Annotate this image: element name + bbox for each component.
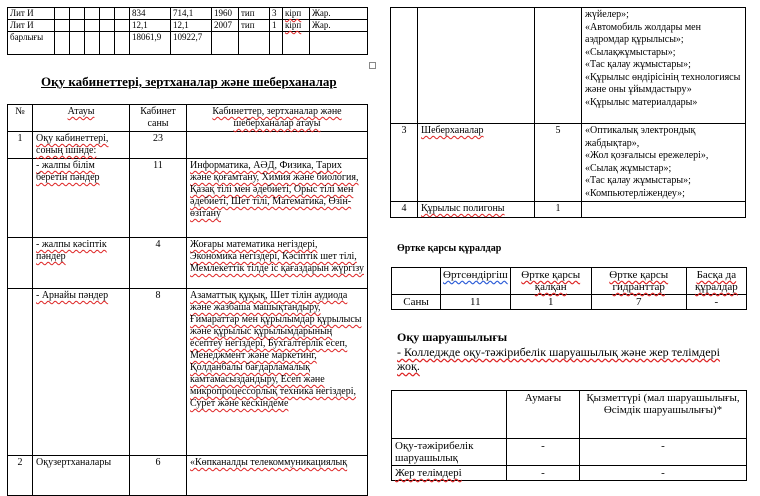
cell-name-text: Оқу кабинеттері, соның ішінде: (36, 133, 109, 156)
cell (70, 20, 85, 32)
cell-names-text: «Көпканалды телекоммуникациялық (190, 457, 348, 468)
cell-room: 1 (535, 202, 582, 218)
cell-names (187, 456, 368, 496)
farm-note-text: - Колледжде оқу-тәжірибелік шаруашылық және жер телімдері жоқ. (397, 345, 720, 373)
cell (392, 268, 441, 295)
cell-num (391, 8, 418, 124)
cell: Жар. (310, 20, 368, 32)
cell: барлығы (8, 32, 55, 55)
cell-names-text: Информатика, АӘД, Физика, Тарих және қоғамтану, Химия және биология, Қазақ тілі мен әдебиеті, Орыс тілі мен әдебиеті, Шет тілі, Математика, Өзін-өзітану (190, 160, 359, 219)
cell (115, 32, 130, 55)
cell (441, 268, 511, 295)
cell (55, 32, 70, 55)
workshop-line: «Оптикалық электрондық жабдықтар», (585, 125, 696, 149)
cell (85, 32, 100, 55)
workshop-line: «Тас қалау жұмыстары»; (585, 175, 691, 186)
col-header-room: Кабинет саны (130, 105, 187, 132)
col-header-num: № (8, 105, 33, 132)
table-header-row (8, 105, 368, 132)
cell-name (418, 8, 535, 124)
cell-room: 11 (130, 159, 187, 238)
cell-text: Өртсөндіргіш (443, 269, 508, 281)
cell-room: 23 (130, 132, 187, 159)
cell: - (580, 466, 747, 481)
cell: - (507, 466, 580, 481)
cell (55, 8, 70, 20)
cell-text: Басқа да құралдар (694, 269, 738, 293)
workshop-line: жүйелер»; (585, 9, 629, 20)
cell-names (582, 202, 746, 218)
col-header-name (33, 105, 130, 132)
cell (212, 32, 239, 55)
cell-name (418, 124, 535, 202)
table-row (8, 159, 368, 238)
cell: тип (239, 20, 270, 32)
workshop-line: «Құрылыс материалдары» (585, 96, 698, 108)
workshop-line: «Құрылыс өндірісінің технологиясы және оны ұйымдастыру» (585, 71, 741, 95)
cell (270, 32, 283, 55)
cell-room: 6 (130, 456, 187, 496)
cell-room: 5 (535, 124, 582, 202)
workshop-line: «Компьютерліжендеу»; (585, 187, 685, 199)
cell (55, 20, 70, 32)
cell: 3 (270, 8, 283, 20)
cell (100, 8, 115, 20)
table-row (391, 8, 746, 124)
cell: Саны (392, 295, 441, 310)
cell: Жар. (310, 8, 368, 20)
cell: 12,1 (130, 20, 171, 32)
cell (310, 32, 368, 55)
cell-text: Өртке қарсы қалқан (521, 269, 581, 293)
cell-name (418, 202, 535, 218)
cell-num: 4 (391, 202, 418, 218)
cell: 7 (591, 295, 686, 310)
cell (283, 20, 310, 32)
cell-names (582, 8, 746, 124)
cell: 18061,9 (130, 32, 171, 55)
cell-num (8, 289, 33, 456)
table-row (391, 124, 746, 202)
cell (70, 8, 85, 20)
table-row (8, 289, 368, 456)
table-row (8, 238, 368, 289)
workshop-line: «Сылақ жұмыстар»; (585, 162, 672, 174)
cell (510, 268, 591, 295)
cell: Лит И (8, 20, 55, 32)
cell (392, 391, 507, 439)
workshop-line: «Тас қалау жұмыстары»; (585, 59, 691, 70)
fire-equipment-table (391, 267, 747, 310)
table-row (392, 466, 747, 481)
table-row (8, 132, 368, 159)
cell (591, 268, 686, 295)
cell-room: 4 (130, 238, 187, 289)
cell: Лит И (8, 8, 55, 20)
cell-name-text: Шеберханалар (421, 125, 484, 136)
cell: - (507, 439, 580, 466)
cell-num (8, 238, 33, 289)
cell-text: кірп (285, 20, 302, 30)
cell (100, 20, 115, 32)
table-row (8, 20, 368, 32)
farm-table (391, 390, 747, 481)
cell: 10922,7 (171, 32, 212, 55)
table-row (392, 439, 747, 466)
cell-names-text: Азаматтық құқық, Шет тілін аудиода және жазбаша машықтандыру, Ғимараттар мен құрылымдар құрылысы және құрылыс құрылымдарының есептеу негіздері, Бухгалтерлік есеп, Менеджмент және маркетинг, Қолданбалы бағдарламалық камтамасыздандыру, Есеп және микропроцессорлық техника негіздері, Сурет және кескіндеме (190, 290, 362, 409)
cell-names (187, 289, 368, 456)
cell: Аумағы (507, 391, 580, 439)
cell-text: Өртке қарсы гидранттар (609, 269, 669, 293)
classrooms-table (7, 104, 368, 496)
cell-names (187, 159, 368, 238)
cell: 714,1 (171, 8, 212, 20)
cell-num: 1 (8, 132, 33, 159)
cell-names-text: Жоғары математика негіздері, Экономика негіздері, Кәсіптік шет тілі, Мемлекеттік тілде іс қағаздарын жүргізу (190, 239, 364, 274)
table-resize-handle[interactable] (369, 62, 376, 69)
cell (239, 32, 270, 55)
cell-name-text: Құрылыс полигоны (421, 203, 505, 214)
fire-equipment-title: Өртке қарсы құралдар (397, 243, 502, 254)
farm-note (397, 345, 727, 373)
cell-room: 8 (130, 289, 187, 456)
cell: 1960 (212, 8, 239, 20)
cell-name (33, 289, 130, 456)
workshop-line: «Сылақжұмыстары»; (585, 46, 676, 58)
cell: 1 (270, 20, 283, 32)
cell (70, 32, 85, 55)
table-row (8, 8, 368, 20)
cell: 12,1 (171, 20, 212, 32)
cell: 11 (441, 295, 511, 310)
cell-name (33, 159, 130, 238)
cell-num: 3 (391, 124, 418, 202)
cell: тип (239, 8, 270, 20)
cell-name (33, 132, 130, 159)
cell-name: Оқузертханалары (33, 456, 130, 496)
cell-num (8, 159, 33, 238)
cell: 1 (510, 295, 591, 310)
table-row (391, 202, 746, 218)
cell (392, 466, 507, 481)
cell: - (686, 295, 746, 310)
farm-title: Оқу шаруашылығы (397, 330, 508, 344)
table-header-row (392, 268, 747, 295)
table-row (392, 295, 747, 310)
cell-names (582, 124, 746, 202)
cell: Қызметтүрі (мал шаруашылығы, Өсімдік шаруашылығы)* (580, 391, 747, 439)
cell (283, 8, 310, 20)
cell (100, 32, 115, 55)
cell-text: Жер телімдері (395, 467, 462, 479)
section-title: Оқу кабинеттері, зертханалар және шеберханалар (41, 74, 337, 89)
cell-name-text: - жалпы кәсіптік пәндер (36, 239, 107, 262)
cell-name-text: - Арнайы пәндер (36, 290, 109, 301)
cell: 2007 (212, 20, 239, 32)
classrooms-table-continued (390, 7, 746, 218)
workshop-line: «Автомобиль жолдары мен аэдромдар құрылысы»; (585, 21, 701, 45)
col-header-name-text: Атауы (67, 106, 95, 117)
col-header-names-text: Кабинеттер, зертханалар және шеберханалар атауы (212, 106, 342, 129)
table-row (8, 456, 368, 496)
cell (115, 8, 130, 20)
cell (85, 20, 100, 32)
cell: Оқу-тәжірибелік шаруашылық (392, 439, 507, 466)
cell-names (187, 132, 368, 159)
cell (283, 32, 310, 55)
table-row (8, 32, 368, 55)
cell (115, 20, 130, 32)
cell-room (535, 8, 582, 124)
cell: 834 (130, 8, 171, 20)
workshop-line: «Жол қозғалысы ережелері», (585, 150, 709, 161)
building-table (7, 7, 368, 55)
col-header-names (187, 105, 368, 132)
cell (85, 8, 100, 20)
cell (686, 268, 746, 295)
cell-name (33, 238, 130, 289)
table-header-row (392, 391, 747, 439)
cell: - (580, 439, 747, 466)
cell-text: кірп (285, 8, 302, 18)
cell-num: 2 (8, 456, 33, 496)
cell-name-text: - жалпы білім беретін пәндер (36, 160, 100, 183)
cell-names (187, 238, 368, 289)
